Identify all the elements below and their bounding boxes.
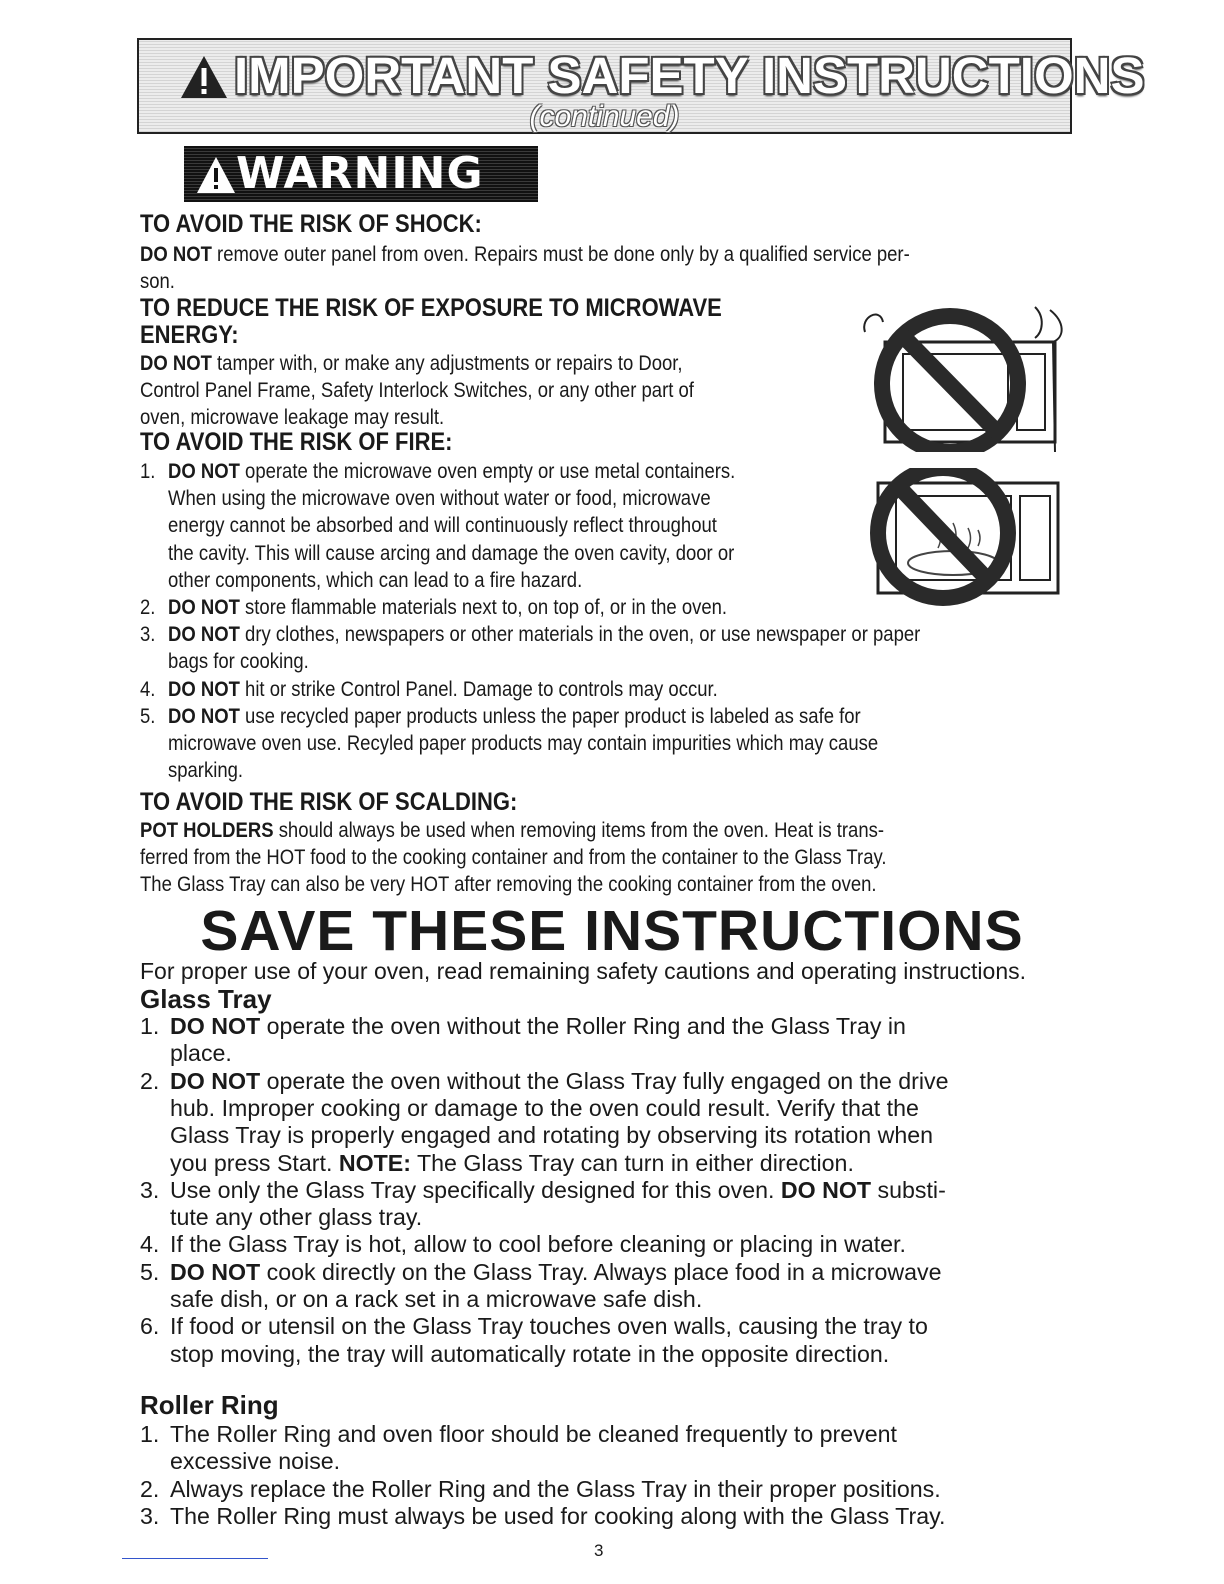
fire-item-do-not: DO NOT	[168, 622, 240, 647]
glass-tray-item-line	[170, 1313, 928, 1340]
shock-heading: TO AVOID THE RISK OF SHOCK:	[140, 210, 482, 238]
fire-item-text: When using the microwave oven without water or food, microwave	[168, 486, 711, 511]
roller-ring-heading: Roller Ring	[140, 1390, 279, 1420]
exposure-heading-1: TO REDUCE THE RISK OF EXPOSURE TO MICROWAVE	[140, 294, 722, 322]
fire-item-text: dry clothes, newspapers or other materials in the oven, or use newspaper or paper	[239, 622, 921, 647]
roller-ring-item-line: Always replace the Roller Ring and the Glass Tray in their proper positions.	[170, 1475, 941, 1502]
fire-item-number: 4.	[140, 676, 156, 701]
shock-line-2: son.	[140, 269, 175, 293]
exposure-do-not: DO NOT	[140, 351, 212, 375]
glass-tray-item-line	[170, 1013, 906, 1040]
fire-item-number: 3.	[140, 622, 156, 647]
fire-item-text: microwave oven use. Recyled paper products may contain impurities which may cause	[168, 731, 879, 755]
glass-tray-text: you press Start.	[170, 1149, 339, 1176]
scalding-line-1: should always be used when removing items from the oven. Heat is trans-	[273, 818, 885, 842]
fire-item-line	[168, 540, 968, 567]
exposure-line-1: tamper with, or make any adjustments or repairs to Door,	[211, 351, 683, 375]
fire-item-do-not: DO NOT	[168, 459, 240, 483]
glass-tray-bold: DO NOT	[780, 1176, 872, 1203]
save-instructions-title: SAVE THESE INSTRUCTIONS	[200, 899, 1024, 963]
glass-tray-item-line	[170, 1150, 854, 1177]
fire-item-do-not: DO NOT	[168, 595, 240, 619]
fire-item-line	[168, 485, 968, 512]
glass-tray-text: cook directly on the Glass Tray. Always place food in a microwave	[260, 1258, 942, 1285]
fire-item-line	[168, 621, 968, 648]
glass-tray-item-number: 5.	[140, 1258, 160, 1285]
exposure-line-2: Control Panel Frame, Safety Interlock Switches, or any other part of	[140, 378, 694, 402]
fire-item-text: operate the microwave oven empty or use metal containers.	[239, 459, 736, 483]
warning-label: WARNING	[236, 148, 484, 199]
glass-tray-item-line: tute any other glass tray.	[170, 1204, 423, 1231]
fire-item-text: energy cannot be absorbed and will continuously reflect throughout	[168, 513, 717, 538]
footer-divider	[122, 1558, 268, 1559]
fire-item-number: 2.	[140, 595, 156, 619]
pot-holders-label: POT HOLDERS	[140, 818, 274, 842]
scalding-text	[140, 817, 940, 844]
glass-tray-item-number: 3.	[140, 1176, 160, 1203]
save-intro: For proper use of your oven, read remaining safety cautions and operating instructions.	[140, 958, 1026, 984]
fire-item-do-not: DO NOT	[168, 703, 240, 728]
glass-tray-heading: Glass Tray	[140, 984, 272, 1014]
roller-ring-item-number: 3.	[140, 1502, 160, 1529]
shock-do-not: DO NOT	[140, 242, 212, 266]
glass-tray-item-line	[170, 1259, 942, 1286]
glass-tray-item-line	[170, 1068, 949, 1095]
fire-item-do-not: DO NOT	[168, 676, 240, 701]
fire-item-number: 1.	[140, 459, 156, 483]
fire-item-line	[168, 594, 968, 621]
fire-item-text: sparking.	[168, 758, 244, 783]
glass-tray-item-number: 4.	[140, 1231, 160, 1258]
shock-text	[140, 241, 940, 268]
shock-line-1: remove outer panel from oven. Repairs must be done only by a qualified service per-	[211, 242, 910, 266]
roller-ring-item-line: The Roller Ring and oven floor should be cleaned frequently to prevent	[170, 1421, 897, 1447]
page-number: 3	[594, 1541, 604, 1560]
warning-triangle-icon	[196, 156, 236, 194]
roller-ring-item-line: excessive noise.	[170, 1448, 341, 1475]
fire-item-line	[168, 676, 968, 703]
fire-item-line	[168, 458, 968, 485]
roller-ring-item-number: 1.	[140, 1421, 160, 1447]
warning-badge	[184, 146, 538, 202]
roller-ring-item-line: The Roller Ring must always be used for cooking along with the Glass Tray.	[170, 1502, 946, 1529]
glass-tray-item-line: Glass Tray is properly engaged and rotating by observing its rotation when	[170, 1122, 934, 1149]
glass-tray-item-line: place.	[170, 1040, 232, 1067]
fire-heading: TO AVOID THE RISK OF FIRE:	[140, 428, 453, 456]
glass-tray-item-number: 6.	[140, 1313, 160, 1340]
glass-tray-text: If the Glass Tray is hot, allow to cool before cleaning or placing in water.	[170, 1231, 906, 1258]
glass-tray-text: The Glass Tray can turn in either direction.	[410, 1149, 854, 1176]
fire-item-line	[168, 730, 968, 757]
fire-item-line	[168, 648, 968, 675]
glass-tray-bold: DO NOT	[170, 1067, 261, 1094]
scalding-line-2: ferred from the HOT food to the cooking container and from the container to the Glass Tray.	[140, 845, 887, 869]
fire-item-line	[168, 512, 968, 539]
glass-tray-item-line	[170, 1177, 946, 1204]
glass-tray-text: operate the oven without the Glass Tray fully engaged on the drive	[260, 1067, 949, 1094]
glass-tray-text: If food or utensil on the Glass Tray touches oven walls, causing the tray to	[170, 1313, 928, 1340]
glass-tray-bold: DO NOT	[170, 1013, 261, 1039]
glass-tray-item-line	[170, 1231, 906, 1258]
glass-tray-item-line: stop moving, the tray will automatically rotate in the opposite direction.	[170, 1340, 890, 1367]
header-banner	[137, 38, 1145, 134]
no-empty-operation-icon	[858, 468, 1063, 608]
scalding-heading: TO AVOID THE RISK OF SCALDING:	[140, 788, 518, 816]
glass-tray-text: substi-	[871, 1176, 946, 1203]
exposure-heading-2: ENERGY:	[140, 321, 239, 349]
fire-item-line	[168, 757, 968, 784]
page-subtitle: (continued)	[529, 100, 680, 133]
fire-item-text: hit or strike Control Panel. Damage to controls may occur.	[239, 676, 718, 701]
fire-item-text: bags for cooking.	[168, 649, 309, 674]
fire-item-line	[168, 703, 968, 730]
fire-item-text: other components, which can lead to a fire hazard.	[168, 567, 583, 592]
exposure-line-3: oven, microwave leakage may result.	[140, 405, 445, 429]
roller-ring-item-number: 2.	[140, 1475, 160, 1502]
warning-triangle-icon	[179, 54, 229, 100]
glass-tray-item-line: safe dish, or on a rack set in a microwave safe dish.	[170, 1286, 703, 1312]
glass-tray-item-number: 1.	[140, 1013, 160, 1039]
scalding-line-3: The Glass Tray can also be very HOT after removing the cooking container from the oven.	[140, 872, 877, 896]
page-title: IMPORTANT SAFETY INSTRUCTIONS	[234, 47, 1145, 104]
exposure-text	[140, 350, 940, 377]
glass-tray-text: operate the oven without the Roller Ring and the Glass Tray in	[260, 1013, 906, 1039]
glass-tray-item-line: hub. Improper cooking or damage to the oven could result. Verify that the	[170, 1094, 919, 1121]
glass-tray-item-number: 2.	[140, 1067, 160, 1094]
fire-item-text: use recycled paper products unless the paper product is labeled as safe for	[239, 703, 861, 728]
fire-item-text: store flammable materials next to, on top of, or in the oven.	[239, 595, 728, 619]
glass-tray-bold: DO NOT	[170, 1258, 261, 1285]
glass-tray-text: Use only the Glass Tray specifically designed for this oven.	[170, 1176, 781, 1203]
fire-item-line	[168, 567, 968, 594]
fire-item-number: 5.	[140, 703, 156, 728]
glass-tray-bold: NOTE:	[338, 1149, 411, 1176]
fire-item-text: the cavity. This will cause arcing and damage the oven cavity, door or	[168, 540, 735, 565]
no-removing-panel-icon	[855, 302, 1070, 452]
